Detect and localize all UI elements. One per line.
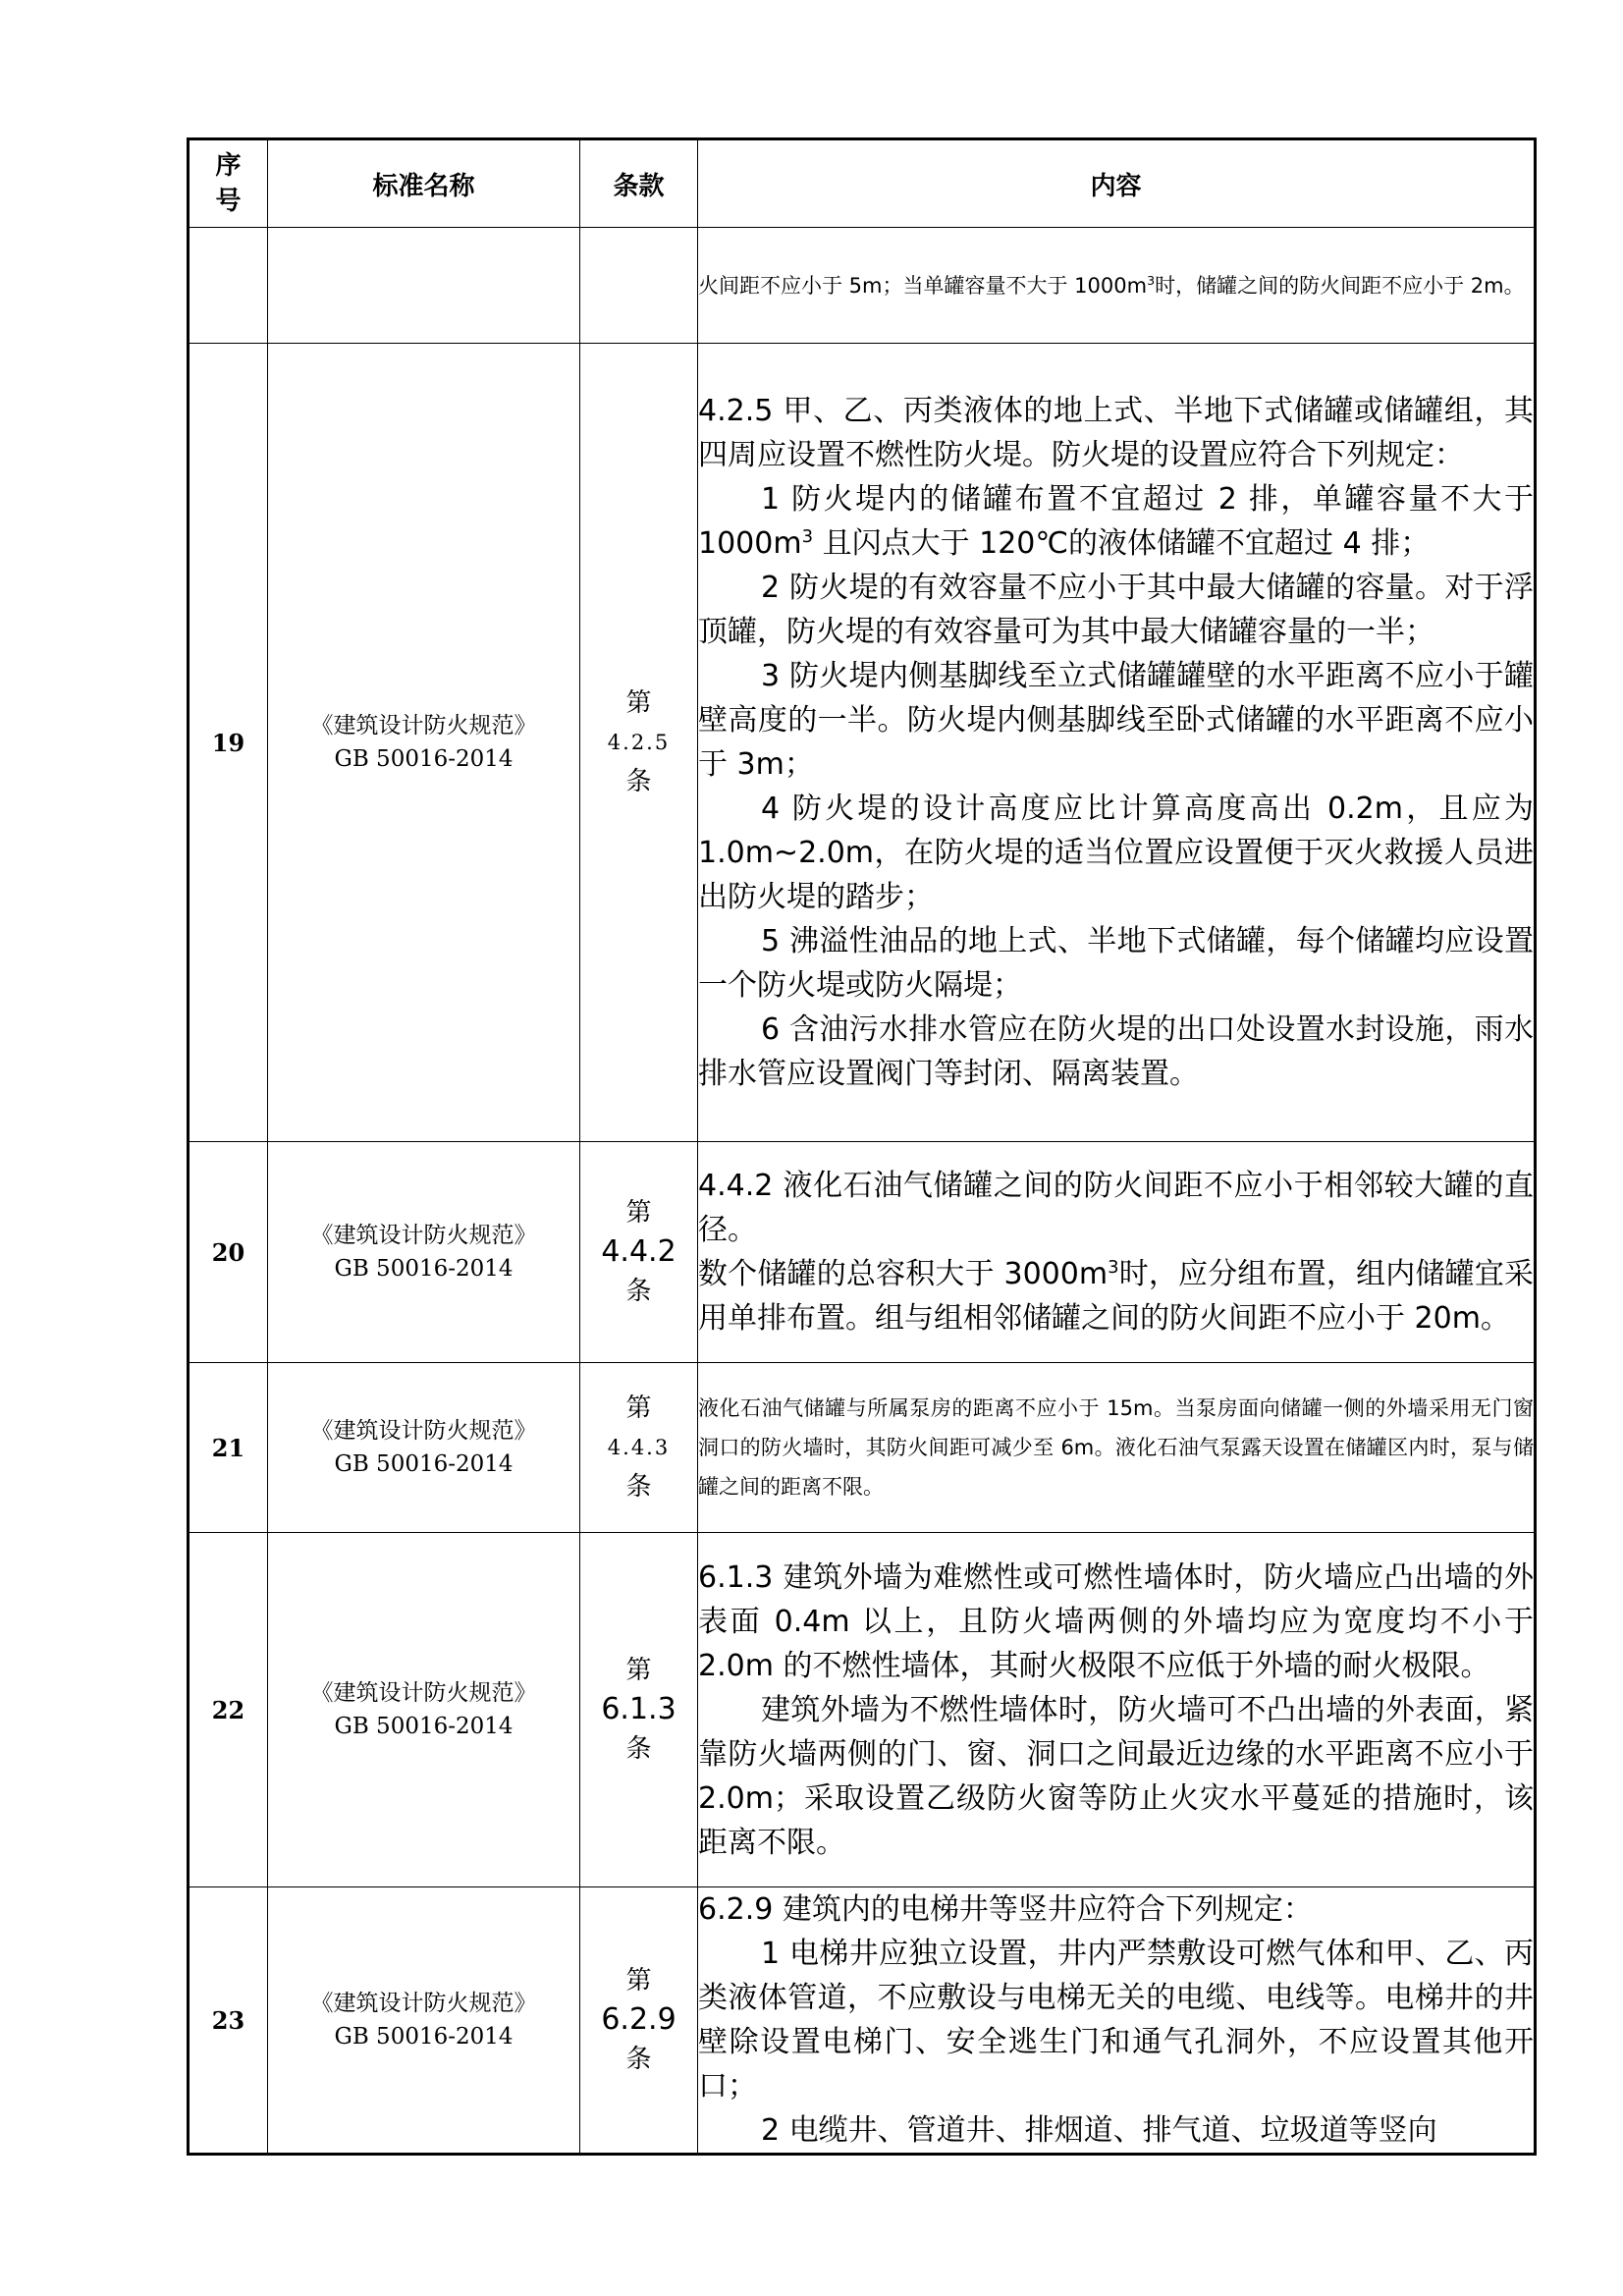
content-paragraph: 4 防火堤的设计高度应比计算高度高出 0.2m，且应为 1.0m~2.0m，在防火堤的适当位置应设置便于灭火救援人员进出防火堤的踏步； — [698, 792, 1534, 914]
header-no: 序 号 — [189, 139, 268, 228]
content-paragraph: 4.4.2 液化石油气储罐之间的防火间距不应小于相邻较大罐的直径。 — [698, 1169, 1534, 1247]
clause-cell: 第 4.4.2 条 — [580, 1142, 698, 1363]
content-cell — [698, 1533, 1536, 1887]
table-row — [189, 344, 1536, 1142]
header-name: 标准名称 — [268, 139, 580, 228]
standard-name-cell: 《建筑设计防火规范》 GB 50016-2014 — [268, 1533, 580, 1887]
content-paragraph: 建筑外墙为不燃性墙体时，防火墙可不凸出墙的外表面，紧靠防火墙两侧的门、窗、洞口之间最近边缘的水平距离不应小于 2.0m；采取设置乙级防火窗等防止火灾水平蔓延的措施时，该距离不限。 — [698, 1692, 1534, 1860]
content-paragraph: 1 电梯井应独立设置，井内严禁敷设可燃气体和甲、乙、丙类液体管道，不应敷设与电梯无关的电缆、电线等。电梯井的井壁除设置电梯门、安全逃生门和通气孔洞外，不应设置其他开口； — [698, 1937, 1534, 2104]
table-header-row — [189, 139, 1536, 228]
row-no-cell: 22 — [189, 1533, 268, 1887]
standard-name-cell: 《建筑设计防火规范》 GB 50016-2014 — [268, 1363, 580, 1533]
content-cell — [698, 1363, 1536, 1533]
content-cell — [698, 1887, 1536, 2155]
content-paragraph: 3 防火堤内侧基脚线至立式储罐罐壁的水平距离不应小于罐壁高度的一半。防火堤内侧基脚线至卧式储罐的水平距离不应小于 3m； — [698, 659, 1534, 782]
content-paragraph: 火间距不应小于 5m；当单罐容量不大于 $1000m^3$时，储罐之间的防火间距不应小于 2m。 — [698, 272, 1525, 298]
header-content: 内容 — [698, 139, 1536, 228]
table-row — [189, 1142, 1536, 1363]
clause-cell: 第 4.4.3 条 — [580, 1363, 698, 1533]
table-row — [189, 228, 1536, 344]
table-row — [189, 1533, 1536, 1887]
content-paragraph: 6.1.3 建筑外墙为难燃性或可燃性墙体时，防火墙应凸出墙的外表面 0.4m 以上，且防火墙两侧的外墙均应为宽度均不小于 2.0m 的不燃性墙体，其耐火极限不应低于外墙的耐火极限。 — [698, 1559, 1534, 1683]
clause-cell: 第 4.2.5 条 — [580, 344, 698, 1142]
content-cell — [698, 1142, 1536, 1363]
row-no-cell: 20 — [189, 1142, 268, 1363]
standard-name-cell: 《建筑设计防火规范》 GB 50016-2014 — [268, 1887, 580, 2155]
clause-cell: 第 6.2.9 条 — [580, 1887, 698, 2155]
clause-cell: 第 6.1.3 条 — [580, 1533, 698, 1887]
content-paragraph: 6.2.9 建筑内的电梯井等竖井应符合下列规定： — [698, 1892, 1313, 1927]
row-no-cell: 19 — [189, 344, 268, 1142]
content-cell — [698, 344, 1536, 1142]
row-no-cell: 21 — [189, 1363, 268, 1533]
standard-name-cell: 《建筑设计防火规范》 GB 50016-2014 — [268, 1142, 580, 1363]
content-paragraph: 2 电缆井、管道井、排烟道、排气道、垃圾道等竖向 — [761, 2113, 1437, 2148]
row-no-cell: 23 — [189, 1887, 268, 2155]
content-cell — [698, 228, 1536, 344]
standard-name-cell — [268, 228, 580, 344]
content-paragraph: 4.2.5 甲、乙、丙类液体的地上式、半地下式储罐或储罐组，其四周应设置不燃性防火堤。防火堤的设置应符合下列规定： — [698, 394, 1534, 472]
row-no-cell — [189, 228, 268, 344]
content-paragraph: 5 沸溢性油品的地上式、半地下式储罐，每个储罐均应设置一个防火堤或防火隔堤； — [698, 924, 1534, 1003]
header-clause: 条款 — [580, 139, 698, 228]
table-row — [189, 1887, 1536, 2155]
standards-table — [187, 137, 1537, 2156]
clause-cell — [580, 228, 698, 344]
standard-name-cell: 《建筑设计防火规范》 GB 50016-2014 — [268, 344, 580, 1142]
content-paragraph: 液化石油气储罐与所属泵房的距离不应小于 15m。当泵房面向储罐一侧的外墙采用无门窗洞口的防火墙时，其防火间距可减少至 6m。液化石油气泵露天设置在储罐区内时，泵与储罐之间的距离不限。 — [698, 1396, 1534, 1499]
content-paragraph: 6 含油污水排水管应在防火堤的出口处设置水封设施，雨水排水管应设置阀门等封闭、隔离装置。 — [698, 1012, 1534, 1091]
content-paragraph: 2 防火堤的有效容量不应小于其中最大储罐的容量。对于浮顶罐，防火堤的有效容量可为其中最大储罐容量的一半； — [698, 571, 1534, 649]
table-row — [189, 1363, 1536, 1533]
content-paragraph: 数个储罐的总容积大于 $3000m^3$时，应分组布置，组内储罐宜采用单排布置。组与组相邻储罐之间的防火间距不应小于 20m。 — [698, 1257, 1535, 1336]
content-paragraph: 1 防火堤内的储罐布置不宜超过 2 排，单罐容量不大于 $1000m^3$ 且闪点大于 120℃的液体储罐不宜超过 4 排； — [698, 482, 1534, 561]
